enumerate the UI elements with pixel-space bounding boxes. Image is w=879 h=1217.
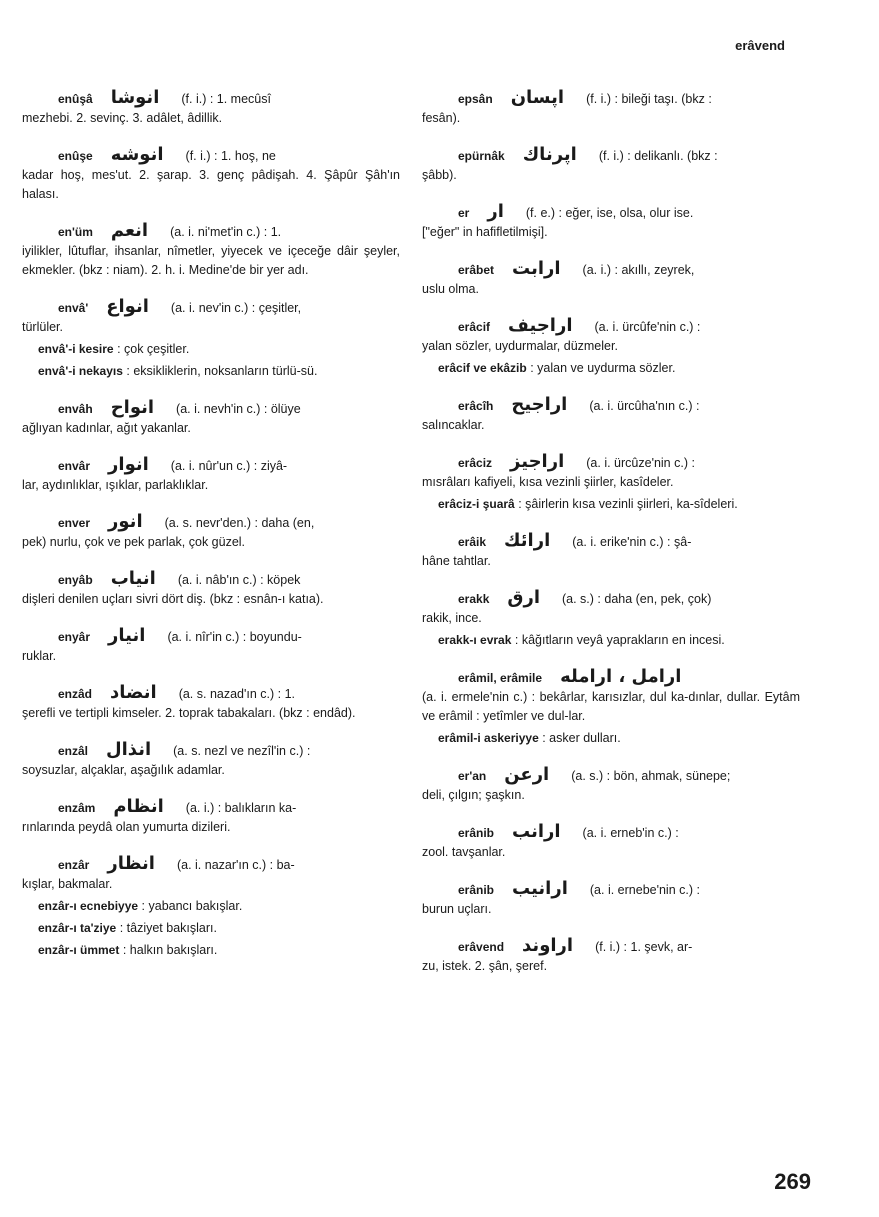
entry-definition-start: (a. s. nazad'ın c.) : 1. [178,687,296,701]
entry-headword: erâmil, erâmile [458,671,543,685]
subentry-headword: erâciz-i şuarâ [438,497,515,511]
entry-definition-rest: türlüler. [22,320,63,334]
entry-definition-start: (a. i.) : balıkların ka- [185,801,297,815]
entry-definition-rest: (a. i. ermele'nin c.) : bekârlar, karısızlar, dul ka-dınlar, dullar. Eytâm ve erâmil : yetîmler ve dul-lar. [422,690,800,723]
subentry-definition: : kâğıtların veyâ yaprakların en incesi. [514,633,725,647]
subentry-definition: : halkın bakışları. [122,943,218,957]
entry-arabic-script: ارعن [504,764,550,785]
entry-first-line [422,202,800,223]
subentry-headword: erâmil-i askeriyye [438,731,539,745]
subentry-definition: : asker dulları. [542,731,621,745]
entry-first-line [422,316,800,337]
entry-headword: enyâr [58,630,91,644]
entry-arabic-script: انوشا [110,87,160,108]
entry-first-line [422,822,800,843]
entry-headword: erâcîh [458,399,494,413]
entry-headword: er'an [458,769,487,783]
entry-arabic-script: انياب [110,568,156,589]
entry-first-line [422,667,800,688]
entry-definition-start: (a. i. ernebe'nin c.) : [589,883,700,897]
entry-first-line [22,569,400,590]
entry-headword: erânib [458,883,495,897]
entry-first-line [22,854,400,875]
entry-arabic-script: انذال [106,739,152,760]
entry-first-line [22,626,400,647]
entry-definition-rest: şerefli ve tertipli kimseler. 2. toprak tabakaları. (bkz : endâd). [22,706,356,720]
dictionary-entry [422,822,800,862]
entry-first-line [422,395,800,416]
entry-definition-rest: pek) nurlu, çok ve pek parlak, çok güzel. [22,535,246,549]
entry-arabic-script: ارانيب [512,878,568,899]
entry-definition-start: (a. s. nevr'den.) : daha (en, [164,516,315,530]
entry-headword: enzâr [58,858,90,872]
entry-arabic-script: ارق [507,587,540,608]
dictionary-entry [422,202,800,242]
entry-first-line [22,145,400,166]
subentry-definition: : tâziyet bakışları. [119,921,217,935]
entry-headword: epürnâk [458,149,505,163]
dictionary-subentry [38,919,400,938]
entry-arabic-script: انواح [110,397,155,418]
entry-definition-rest: burun uçları. [422,902,492,916]
entry-definition-rest: zool. tavşanlar. [422,845,506,859]
entry-definition-start: (f. i.) : 1. hoş, ne [185,149,276,163]
entry-first-line [422,588,800,609]
entry-headword: enûşâ [58,92,93,106]
entry-first-line [22,740,400,761]
running-head: erâvend [735,38,785,53]
entry-headword: erâik [458,535,487,549]
entry-definition-rest: lar, aydınlıklar, ışıklar, parlaklıklar. [22,478,209,492]
dictionary-entry [22,398,400,438]
entry-definition-start: (f. i.) : delikanlı. (bkz : [598,149,718,163]
entry-headword: erânib [458,826,495,840]
entry-first-line [22,797,400,818]
dictionary-subentry [438,729,800,748]
entry-arabic-script: اپسان [510,87,565,108]
entry-arabic-script: اراجيف [508,315,573,336]
entry-headword: erâvend [458,940,505,954]
entry-definition-rest: ağlıyan kadınlar, ağıt yakanlar. [22,421,191,435]
entry-first-line [422,259,800,280]
entry-first-line [422,936,800,957]
dictionary-entry [22,683,400,723]
entry-first-line [22,512,400,533]
entry-definition-start: (a. s.) : daha (en, pek, çok) [562,592,712,606]
entry-definition-start: (a. s. nezl ve nezîl'in c.) : [173,744,311,758]
dictionary-entry [22,455,400,495]
entry-arabic-script: اراوند [522,935,574,956]
dictionary-entry [422,667,800,726]
left-column [22,88,400,977]
dictionary-entry [22,740,400,780]
entry-headword: erâcif [458,320,491,334]
entry-definition-start: (a. i. nîr'in c.) : boyundu- [167,630,302,644]
dictionary-entry [422,259,800,299]
entry-arabic-script: انور [108,511,143,532]
dictionary-subentry [38,362,400,381]
entry-definition-rest: şâbb). [422,168,457,182]
entry-headword: enzâl [58,744,89,758]
entry-arabic-script: ار [487,201,504,222]
subentry-definition: : yalan ve uydurma sözler. [530,361,676,375]
subentry-headword: erakk-ı evrak [438,633,512,647]
entry-first-line [422,765,800,786]
entry-headword: enver [58,516,91,530]
entry-definition-start: (a. i. nûr'un c.) : ziyâ- [170,459,288,473]
entry-definition-rest: kadar hoş, mes'ut. 2. şarap. 3. genç pâdişah. 4. Şâpûr Şâh'ın halası. [22,168,400,201]
entry-definition-start: (a. s.) : bön, ahmak, sünepe; [571,769,731,783]
entry-definition-start: (a. i. ürcûfe'nin c.) : [594,320,701,334]
entry-headword: erâciz [458,456,493,470]
entry-arabic-script: انظار [107,853,155,874]
dictionary-entry [422,765,800,805]
entry-definition-start: (a. i.) : akıllı, zeyrek, [582,263,695,277]
dictionary-entry [22,221,400,280]
dictionary-entry [22,854,400,894]
entry-definition-rest: mısrâları kafiyeli, kısa vezinli şiirler, kasîdeler. [422,475,674,489]
dictionary-entry [22,297,400,337]
entry-first-line [422,88,800,109]
subentry-headword: envâ'-i nekayıs [38,364,123,378]
dictionary-entry [422,879,800,919]
right-column [422,88,800,993]
entry-definition-rest: dişleri denilen uçları sivri dört diş. (bkz : esnân-ı katıa). [22,592,324,606]
entry-definition-rest: rınlarında peydâ olan yumurta dizileri. [22,820,231,834]
dictionary-entry [422,316,800,356]
dictionary-subentry [38,897,400,916]
entry-definition-rest: uslu olma. [422,282,479,296]
subentry-headword: erâcif ve ekâzib [438,361,527,375]
entry-headword: enûşe [58,149,93,163]
entry-headword: erâbet [458,263,495,277]
subentry-headword: enzâr-ı ta'ziye [38,921,117,935]
entry-definition-rest: iyilikler, lûtuflar, ihsanlar, nîmetler, yiyecek ve içeceğe dâir şeyler, ekmekler. (bkz : niam). 2. h. i. Medine'de bir yer adı. [22,244,400,277]
entry-arabic-script: اپرناك [522,144,577,165]
entry-arabic-script: اراجيح [511,394,568,415]
entry-definition-start: (a. i. nâb'ın c.) : köpek [177,573,301,587]
entry-first-line [422,531,800,552]
entry-arabic-script: اراجيز [510,451,565,472]
dictionary-subentry [38,941,400,960]
entry-first-line [22,683,400,704]
entry-definition-rest: yalan sözler, uydurmalar, düzmeler. [422,339,618,353]
subentry-definition: : çok çeşitler. [117,342,190,356]
dictionary-entry [22,145,400,204]
dictionary-subentry [38,340,400,359]
dictionary-entry [422,88,800,128]
entry-definition-rest: ["eğer" in hafifletilmişi]. [422,225,548,239]
subentry-headword: enzâr-ı ümmet [38,943,120,957]
entry-definition-rest: fesân). [422,111,461,125]
dictionary-subentry [438,631,800,650]
page-number: 269 [774,1169,811,1194]
subentry-headword: enzâr-ı ecnebiyye [38,899,139,913]
entry-arabic-script: انضاد [110,682,157,703]
entry-definition-start: (a. i. nazar'ın c.) : ba- [176,858,295,872]
entry-headword: enyâb [58,573,93,587]
entry-definition-start: (a. i. erike'nin c.) : şâ- [572,535,692,549]
entry-first-line [422,145,800,166]
dictionary-entry [22,512,400,552]
dictionary-entry [422,588,800,628]
entry-arabic-script: ارانب [512,821,561,842]
entry-headword: envâ' [58,301,89,315]
dictionary-entry [22,797,400,837]
entry-arabic-script: ارائك [504,530,551,551]
entry-definition-rest: zu, istek. 2. şân, şeref. [422,959,548,973]
entry-arabic-script: انواع [106,296,149,317]
dictionary-entry [422,395,800,435]
dictionary-entry [22,626,400,666]
entry-headword: en'üm [58,225,93,239]
entry-headword: envâh [58,402,93,416]
entry-definition-start: (a. i. nev'in c.) : çeşitler, [170,301,302,315]
entry-definition-rest: mezhebi. 2. sevinç. 3. adâlet, âdillik. [22,111,223,125]
entry-arabic-script: ارامل ، ارامله [560,666,682,687]
entry-definition-rest: salıncaklar. [422,418,485,432]
entry-first-line [22,398,400,419]
entry-arabic-script: انظام [113,796,164,817]
dictionary-entry [22,88,400,128]
entry-definition-rest: hâne tahtlar. [422,554,491,568]
entry-first-line [22,88,400,109]
entry-arabic-script: انيار [108,625,146,646]
dictionary-entry [22,569,400,609]
subentry-definition: : şâirlerin kısa vezinli şiirleri, ka-sîdeleri. [518,497,738,511]
entry-first-line [422,452,800,473]
entry-headword: epsân [458,92,493,106]
entry-headword: erakk [458,592,490,606]
entry-definition-rest: kışlar, bakmalar. [22,877,113,891]
entry-first-line [22,455,400,476]
subentry-definition: : yabancı bakışlar. [141,899,243,913]
entry-arabic-script: انعم [110,220,149,241]
dictionary-entry [422,936,800,976]
dictionary-entry [422,531,800,571]
dictionary-subentry [438,359,800,378]
entry-definition-rest: rakik, ince. [422,611,482,625]
entry-arabic-script: ارابت [512,258,561,279]
entry-definition-start: (f. i.) : bileği taşı. (bkz : [586,92,712,106]
entry-arabic-script: انوشه [110,144,164,165]
dictionary-entry [422,452,800,492]
dictionary-entry [422,145,800,185]
entry-first-line [22,297,400,318]
entry-definition-start: (a. i. nevh'in c.) : ölüye [176,402,301,416]
entry-first-line [422,879,800,900]
entry-headword: enzâd [58,687,93,701]
entry-headword: er [458,206,470,220]
entry-definition-start: (a. i. erneb'in c.) : [582,826,679,840]
dictionary-subentry [438,495,800,514]
entry-first-line [22,221,400,242]
subentry-headword: envâ'-i kesire [38,342,114,356]
entry-definition-start: (a. i. ürcûze'nin c.) : [586,456,695,470]
entry-definition-start: (f. i.) : 1. mecûsî [181,92,271,106]
subentry-definition: : eksikliklerin, noksanların türlü-sü. [126,364,318,378]
entry-arabic-script: انوار [108,454,149,475]
entry-definition-start: (f. i.) : 1. şevk, ar- [595,940,693,954]
entry-definition-start: (f. e.) : eğer, ise, olsa, olur ise. [525,206,694,220]
entry-headword: enzâm [58,801,96,815]
entry-definition-rest: deli, çılgın; şaşkın. [422,788,525,802]
entry-headword: envâr [58,459,91,473]
entry-definition-rest: ruklar. [22,649,57,663]
entry-definition-start: (a. i. ni'met'in c.) : 1. [170,225,282,239]
entry-definition-start: (a. i. ürcûha'nın c.) : [589,399,700,413]
entry-definition-rest: soysuzlar, alçaklar, aşağılık adamlar. [22,763,225,777]
